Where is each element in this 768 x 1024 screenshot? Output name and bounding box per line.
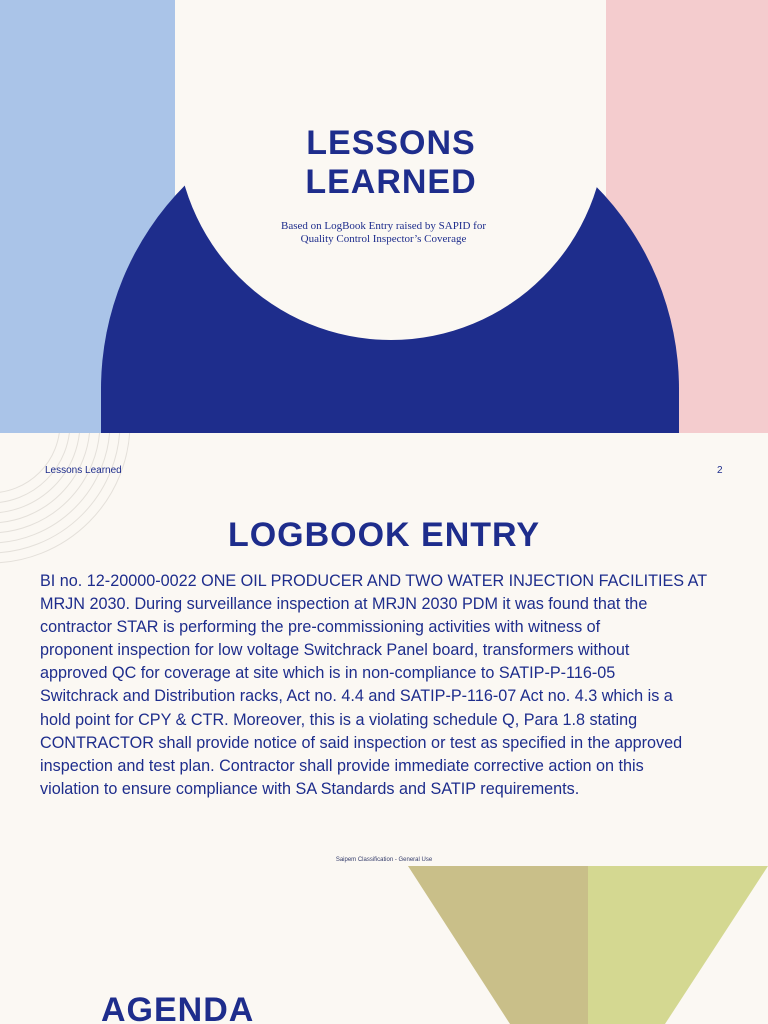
entry-line: BI no. 12-20000-0022 ONE OIL PRODUCER AND TWO WATER INJECTION FACILITIES AT [40,572,708,590]
cover-title-line-1: LESSONS [306,124,476,162]
slide-agenda [0,866,768,1024]
entry-line: proponent inspection for low voltage Switchrack Panel board, transformers without [40,641,630,660]
cover-subtitle-line-2: Quality Control Inspector’s Coverage [300,233,467,245]
olive-triangle-shape [408,866,588,1024]
entry-line: MRJN 2030. During surveillance inspection at MRJN 2030 PDM it was found that the [40,595,648,614]
entry-line: contractor STAR is performing the pre-commissioning activities with witness of [40,618,601,637]
agenda-title: AGENDA [101,991,255,1024]
classification-footer: Saipem Classification - General Use [335,857,433,863]
page-number: 2 [717,465,723,476]
slide-logbook-entry [0,433,768,866]
entry-line: violation to ensure compliance with SA Standards and SATIP requirements. [40,779,580,798]
logbook-heading: LOGBOOK ENTRY [227,516,541,554]
entry-line: approved QC for coverage at site which is in non-compliance to SATIP-P-116-05 [40,664,616,683]
lime-triangle-shape [588,866,768,1024]
entry-line: inspection and test plan. Contractor shall provide immediate corrective action on this [40,756,644,775]
slide-cover [0,0,768,433]
cover-subtitle [176,220,591,246]
entry-line: Switchrack and Distribution racks, Act no. 4.4 and SATIP-P-116-07 Act no. 4.3 which is a [40,687,673,706]
header-section-label: Lessons Learned [45,465,122,476]
cover-title [176,124,606,202]
entry-line: CONTRACTOR shall provide notice of said inspection or test as specified in the approved [40,733,683,752]
logbook-entry-body [40,570,740,801]
cover-title-line-2: LEARNED [305,163,477,201]
entry-line: hold point for CPY & CTR. Moreover, this is a violating schedule Q, Para 1.8 stating [40,710,638,729]
cover-subtitle-line-1: Based on LogBook Entry raised by SAPID for [280,220,486,232]
